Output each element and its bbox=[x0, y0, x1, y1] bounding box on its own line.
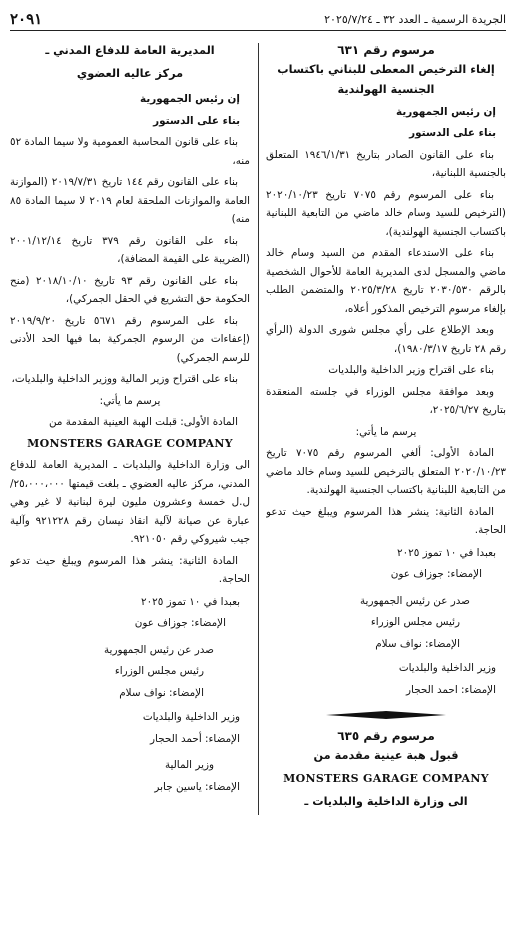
decree-635-number: مرسوم رقم ٦٣٥ bbox=[337, 729, 435, 743]
finance-minister-signature: الإمضاء: ياسين جابر bbox=[154, 780, 240, 793]
pm-signature: الإمضاء: نواف سلام bbox=[375, 637, 460, 650]
page-number: ٢٠٩١ bbox=[10, 10, 43, 28]
constitution-line: بناء على الدستور bbox=[409, 127, 496, 139]
recital: وبعد الإطلاع على رأي مجلس شورى الدولة (الرأي رقم ٢٨ تاريخ ١٩٨٠/٣/١٧)، bbox=[266, 324, 506, 355]
left-column bbox=[10, 35, 250, 925]
article-2: المادة الثانية: ينشر هذا المرسوم ويبلغ حيث تدعو الحاجة. bbox=[266, 505, 506, 536]
article-1-body: الى وزارة الداخلية والبلديات ـ المديرية العامة للدفاع المدني، مركز عاليه العضوي ـ بلغت قيمتها ٢٥،٠٠٠،٠٠٠/ ل.ل خمسة وعشرون مليون ليرة لبنانية لا غير وهي عبارة عن صيانة لآلية انقاذ نيسان رقم ٩٢١٢٢٨ وآلية جيب شيروكي رقم ٩٢١٠٥٠. bbox=[10, 459, 250, 545]
interior-minister-signature: الإمضاء: احمد الحجار bbox=[406, 683, 496, 696]
president-signature: الإمضاء: جوزاف عون bbox=[390, 568, 482, 580]
article-1-intro: المادة الأولى: قبلت الهبة العينية المقدمة من bbox=[49, 416, 238, 428]
interior-minister-title: وزير الداخلية والبلديات bbox=[398, 662, 496, 674]
recital: بناء على المرسوم رقم ٥٦٧١ تاريخ ٢٠١٩/٩/٢٠ (إعفاءات من الرسوم الجمركية بما فيها الحد الأدنى للرسم الجمركي) bbox=[10, 314, 250, 364]
recital: بناء على اقتراح وزير المالية ووزير الداخلية والبلديات، bbox=[11, 373, 238, 385]
pm-signature: الإمضاء: نواف سلام bbox=[119, 686, 204, 699]
column-separator bbox=[258, 43, 259, 815]
publication-info: الجريدة الرسمية ـ العدد ٣٢ ـ ٢٠٢٥/٧/٢٤ bbox=[324, 12, 506, 26]
recital: بناء على القانون رقم ٩٣ تاريخ ٢٠١٨/١٠/١٠ (منح الحكومة حق التشريع في الحقل الجمركي)، bbox=[10, 274, 250, 305]
decree-635-title-a: قبول هبة عينية مقدمة من bbox=[313, 748, 459, 762]
recital: بناء على المرسوم رقم ٧٠٧٥ تاريخ ٢٠٢٠/١٠/٢٣ (الترخيص للسيد وسام خالد ماضي من التابعية اللبنانية باكتساب الجنسية الهولندية)، bbox=[266, 188, 506, 238]
decree-631-title: إلغاء الترخيص المعطى للبناني باكتساب الجنسية الهولندية bbox=[277, 62, 495, 96]
recital: بناء على الاستدعاء المقدم من السيد وسام خالد ماضي والمسجل لدى المديرية العامة للأحوال الشخصية بالرقم ٢٠٣٠/٥٣٠ تاريخ ٢٠٢٥/٣/٢٨ والمتضمن الطلب بإلغاء مرسوم الترخيص المذكور أعلاه، bbox=[266, 247, 506, 315]
recital: وبعد موافقة مجلس الوزراء في جلسته المنعقدة بتاريخ ٢٠٢٥/٦/٢٧، bbox=[266, 385, 506, 416]
recital: بناء على القانون رقم ٣٧٩ تاريخ ٢٠٠١/١٢/١٤ (الضريبة على القيمة المضافة)، bbox=[10, 234, 250, 265]
signing-date: بعبدا في ١٠ تموز ٢٠٢٥ bbox=[140, 595, 240, 608]
continued-title-a: المديرية العامة للدفاع المدني ـ bbox=[45, 44, 215, 57]
president-signature: الإمضاء: جوزاف عون bbox=[134, 617, 226, 629]
decree-635-title-c: الى وزارة الداخلية والبلديات ـ bbox=[304, 794, 468, 808]
decree-631-number: مرسوم رقم ٦٣١ bbox=[337, 43, 435, 57]
article-1-company: MONSTERS GARAGE COMPANY bbox=[27, 436, 233, 450]
issued-by: صدر عن رئيس الجمهورية bbox=[103, 643, 214, 656]
pm-title: رئيس مجلس الوزراء bbox=[370, 616, 460, 628]
constitution-line: بناء على الدستور bbox=[153, 114, 240, 127]
interior-minister-signature: الإمضاء: أحمد الحجار bbox=[150, 732, 240, 745]
finance-minister-title: وزير المالية bbox=[164, 759, 214, 771]
section-divider bbox=[326, 711, 446, 719]
article-2: المادة الثانية: ينشر هذا المرسوم ويبلغ حيث تدعو الحاجة. bbox=[10, 554, 250, 585]
two-columns bbox=[10, 35, 506, 925]
continued-title-b: مركز عاليه العضوي bbox=[76, 67, 184, 80]
recital: بناء على اقتراح وزير الداخلية والبلديات bbox=[328, 364, 494, 376]
signing-date: بعبدا في ١٠ تموز ٢٠٢٥ bbox=[396, 546, 496, 559]
issued-by: صدر عن رئيس الجمهورية bbox=[359, 594, 470, 607]
recital: بناء على قانون المحاسبة العمومية ولا سيما المادة ٥٢ منه، bbox=[10, 136, 250, 167]
right-column bbox=[266, 35, 506, 925]
president-line: إن رئيس الجمهورية bbox=[396, 105, 496, 118]
article-1: المادة الأولى: ألغي المرسوم رقم ٧٠٧٥ تاريخ ٢٠٢٠/١٠/٢٣ المتعلق بالترخيص للسيد وسام خالد ماضي من التابعية اللبنانية باكتساب الجنسية الهولندية. bbox=[266, 447, 506, 496]
recital: بناء على القانون الصادر بتاريخ ١٩٤٦/١/٣١ المتعلق بالجنسية اللبنانية، bbox=[266, 148, 506, 179]
pm-title: رئيس مجلس الوزراء bbox=[114, 665, 204, 677]
page-header bbox=[10, 8, 506, 31]
decree-635-title-company: MONSTERS GARAGE COMPANY bbox=[283, 771, 489, 785]
decrees-line: يرسم ما يأتي: bbox=[99, 394, 161, 407]
president-line: إن رئيس الجمهورية bbox=[140, 93, 240, 105]
decrees-line: يرسم ما يأتي: bbox=[355, 425, 417, 438]
recital: بناء على القانون رقم ١٤٤ تاريخ ٢٠١٩/٧/٣١ (الموازنة العامة والموازنات الملحقة لعام ٢٠١٩ لا سيما المادة ٨٥ منه) bbox=[10, 176, 250, 225]
interior-minister-title: وزير الداخلية والبلديات bbox=[142, 711, 240, 723]
